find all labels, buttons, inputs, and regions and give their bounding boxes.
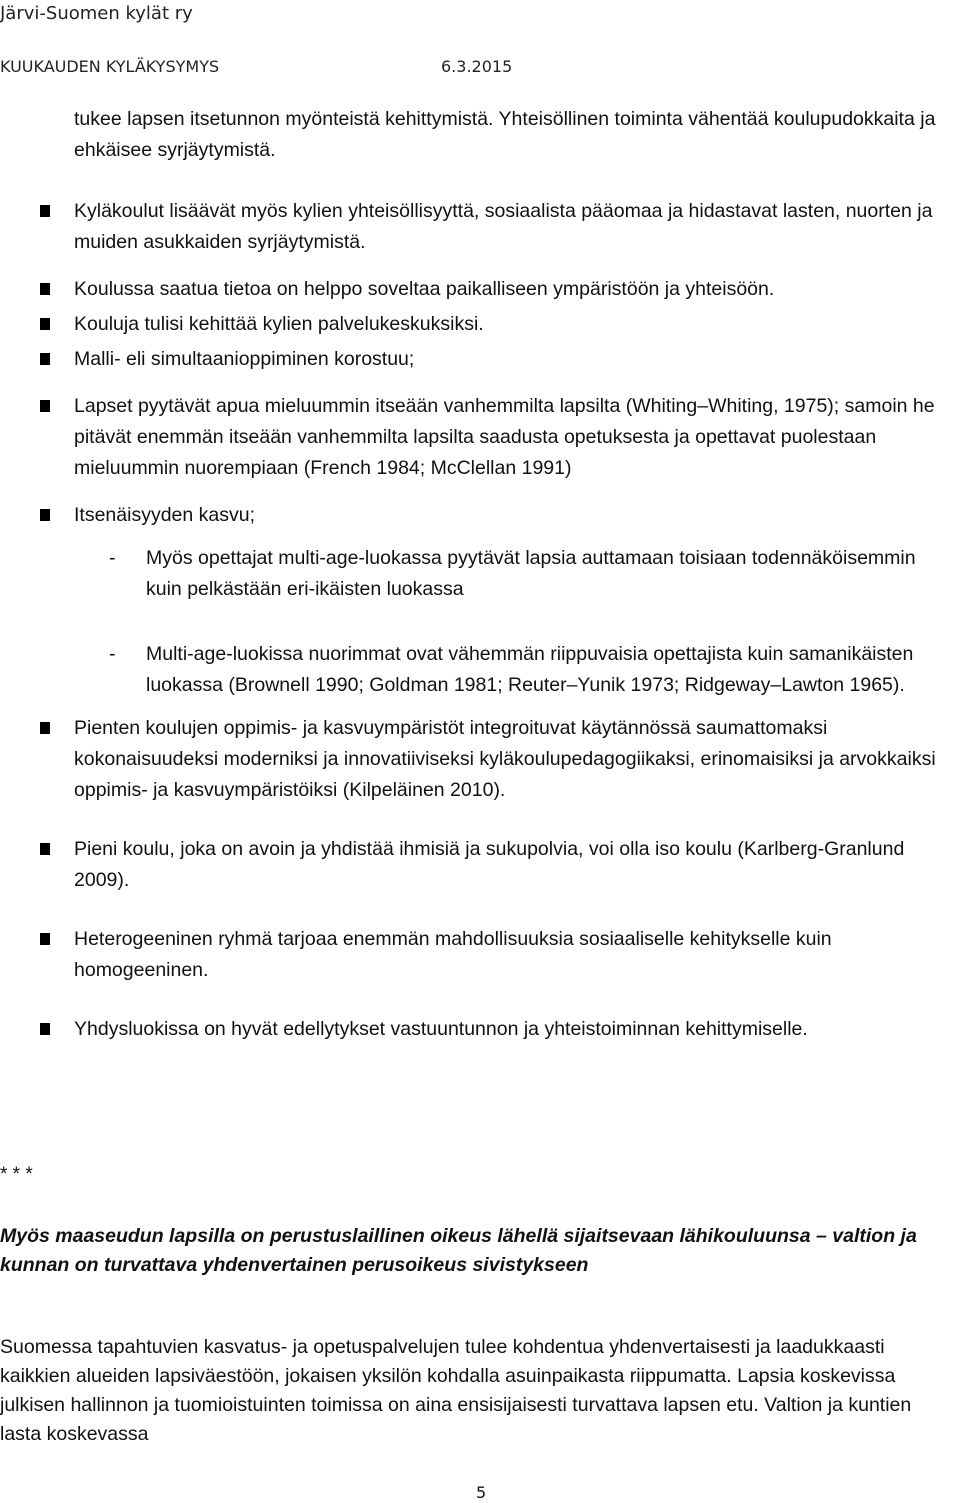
section-separator: * * * (0, 1164, 33, 1185)
square-bullet-icon (40, 843, 50, 855)
sub-item-text: Multi-age-luokissa nuorimmat ovat vähemmän riippuvaisia opettajista kuin samanikäisten luokassa (Brownell 1990; Goldman 1981; Reuter–Yunik 1973; Ridgeway–Lawton 1965). (146, 643, 914, 696)
square-bullet-icon (40, 283, 50, 295)
bullet-item (0, 1014, 954, 1045)
sub-item-text: Myös opettajat multi-age-luokassa pyytävät lapsia auttamaan toisiaan todennäköisemmin kuin pelkästään eri-ikäisten luokassa (146, 547, 916, 600)
document-date: 6.3.2015 (441, 57, 513, 76)
sub-list (74, 543, 954, 701)
square-bullet-icon (40, 509, 50, 521)
bullet-text: Malli- eli simultaanioppiminen korostuu; (74, 348, 415, 370)
bullet-item (0, 274, 954, 305)
bullet-text: Koulussa saatua tietoa on helppo soveltaa paikalliseen ympäristöön ja yhteisöön. (74, 278, 775, 300)
bullet-item (0, 834, 954, 896)
dash-marker: - (109, 643, 116, 665)
square-bullet-icon (40, 353, 50, 365)
square-bullet-icon (40, 318, 50, 330)
square-bullet-icon (40, 205, 50, 217)
bullet-item (0, 391, 954, 484)
document-title: KUUKAUDEN KYLÄKYSYMYS (0, 57, 220, 76)
bullet-text: Lapset pyytävät apua mieluummin itseään vanhemmilta lapsilta (Whiting–Whiting, 1975); samoin he pitävät enemmän itseään vanhemmilta lapsilta saadusta opetuksesta ja opettavat puolestaan mieluummin nuorempiaan (French 1984; McClellan 1991) (74, 395, 935, 479)
body-paragraph: Suomessa tapahtuvien kasvatus- ja opetuspalvelujen tulee kohdentua yhdenvertaisesti ja laadukkaasti kaikkien alueiden lapsiväestöön, jokaisen yksilön kohdalla asuinpaikasta riippumatta. Lapsia koskevissa julkisen hallinnon ja tuomioistuinten toimissa on aina ensisijaisesti turvattava lapsen etu. Valtion ja kuntien lasta koskevassa (0, 1336, 912, 1445)
bullet-text: Pieni koulu, joka on avoin ja yhdistää ihmisiä ja sukupolvia, voi olla iso koulu (Karlberg-Granlund 2009). (74, 838, 905, 891)
bullet-list (0, 196, 960, 1045)
continued-paragraph: tukee lapsen itsetunnon myönteistä kehittymistä. Yhteisöllinen toiminta vähentää koulupudokkaita ja ehkäisee syrjäytymistä. (74, 108, 936, 161)
bullet-item (0, 196, 954, 258)
page-number: 5 (476, 1483, 487, 1502)
dash-marker: - (109, 547, 116, 569)
square-bullet-icon (40, 933, 50, 945)
organization-name: Järvi-Suomen kylät ry (0, 3, 193, 24)
bullet-text: Kyläkoulut lisäävät myös kylien yhteisöllisyyttä, sosiaalista pääomaa ja hidastavat lasten, nuorten ja muiden asukkaiden syrjäytymistä. (74, 200, 933, 253)
bullet-item (0, 500, 954, 701)
bullet-text: Kouluja tulisi kehittää kylien palvelukeskuksiksi. (74, 313, 484, 335)
square-bullet-icon (40, 1023, 50, 1035)
bullet-item (0, 924, 954, 986)
document-body (0, 104, 960, 1045)
square-bullet-icon (40, 400, 50, 412)
bullet-text: Itsenäisyyden kasvu; (74, 504, 256, 526)
bullet-item (0, 344, 954, 375)
bullet-item (0, 713, 954, 806)
square-bullet-icon (40, 722, 50, 734)
sub-list-item (74, 543, 946, 605)
bullet-item (0, 309, 954, 340)
sub-list-item (74, 639, 946, 701)
bullet-text: Yhdysluokissa on hyvät edellytykset vastuuntunnon ja yhteistoiminnan kehittymiselle. (74, 1018, 808, 1040)
section-heading: Myös maaseudun lapsilla on perustuslaillinen oikeus lähellä sijaitsevaan lähikouluunsa – valtion ja kunnan on turvattava yhdenvertainen perusoikeus sivistykseen (0, 1225, 917, 1276)
bullet-text: Heterogeeninen ryhmä tarjoaa enemmän mahdollisuuksia sosiaaliselle kehitykselle kuin homogeeninen. (74, 928, 832, 981)
bullet-text: Pienten koulujen oppimis- ja kasvuympäristöt integroituvat käytännössä saumattomaksi kokonaisuudeksi moderniksi ja innovatiiviseksi kyläkoulupedagogiikaksi, erinomaisiksi ja arvokkaiksi oppimis- ja kasvuympäristöiksi (Kilpeläinen 2010). (74, 717, 936, 801)
